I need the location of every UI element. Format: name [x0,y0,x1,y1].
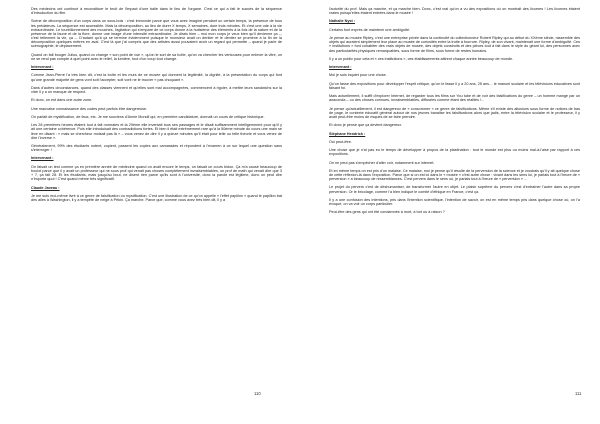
paragraph: Une chose que je n'ai pas eu le temps de développer à propos de la plastination : tout le monde est plus ou moins mal-à-l'aise par rapport à ces expositions. [329,148,580,157]
speaker-heading: Intervenant : [31,156,54,161]
paragraph: Qu'on fasse des expositions pour développer l'esprit critique, qu'on le fasse il y a 20 ans, 25 ans… le manuel scolaire et les télévisions éducatives sont faisant foi. [329,81,580,90]
paragraph: On parlait de mystification, de faux, etc. Je me souviens d'Annie Mondil qui, en première candidature, donnait un cours de critique historique. [31,114,265,119]
speaker-heading: Nathalie Nyst : [329,19,356,24]
paragraph: Les 28 premières heures étaient tout à fait normales et la 29ème elle inventait tous ses passages et le disait suffisamment intelligemment pour qu'il y ait une certaine cohérence. Puis elle introduisait des contradictions fortes. Et bien il était extrêmement rare qu'à la 50ème minute du cours une main se lève en disant : « mais se chercheur moisait pas là » – vous venez de dire il y a quinze minutes qu'il était pour telle ou telle théorie et vous venez de dire l'inverse ». [31,123,282,140]
paragraph: Quand on fait bouger Julius, quand on change « son point de vue », qu'on le sort de sa boîte, qu'on va chercher les ventouses pour enlever la vitre, on ne se rend pas compte à quel point avec le relief, la lumière, tout d'un coup tout change. [31,52,282,61]
paragraph: Et en même temps on est pris d'un malaise. Ce malaise, moi je pense qu'il résulte de la perversion de la science et je voudrais qu'il y ait quelque chose de cette réflexion-là dans l'exposition. Parce que si on est ici dans le « musée » c'est autre chose : vivant dans les sens lui, je parlais tout à l'heure de « perversion » a beaucoup de ressemblances. C'est pervers dans le sens où, je parlais tout à l'heure de « perversion » … [329,168,580,182]
left-page-number: 110 [254,391,261,396]
left-page-text [31,7,282,202]
paragraph: l'autorité du prof. Mais ça marche, et ça marche bien. Donc, c'est vrai qu'on a vu des expositions où on montrait des licornes ! Les licornes étaient vraies puisqu'elles étaient entrées dans le musée ! [329,7,580,16]
paragraph: Le projet du pervers c'est de déshumaniser, de transformer l'autre en objet. Le plaisir suprême du pervers c'est d'entraîner l'autre dans sa propre perversion. Or le bricolage, comme l'a bien indiqué le comité d'éthique en France, c'est ça. [329,185,580,194]
paragraph: Je pense au musée Ripley, c'est une entreprise privée dans la continuité du collectionneur Robert Ripley qui au début du XXème siècle, rassemble des objets qui auraient simplement leur place au musée de curiosités entre la truite à fourrure. Ripley, de son vivant, maintenait une forme d'ambiguïté. Ces « institutions » font cohabiter des vrais objets de musée, des objets construits et des pièces tout à fait dans le style du géant loi, des personnes avec des particularités physiques remarquables, sous forme de films, sous forme de restes humains. [329,36,580,53]
speaker-heading: Claude Javeau : [31,185,60,190]
paragraph: Oui peut-être. [329,139,352,144]
paragraph: Je pense qu'actuellement, il est dangereux de « consommer » ce genre de falsifications. Même s'il existe des allusions sous forme de notices de bas de page, le contexte éducatif général autour de nos jeunes banalise les falsifications alors que jadis, entre la télévision scolaire et le professeur, il y avait peut-être moins de risques de se faire prendre. [329,106,580,119]
right-page-number: 111 [575,391,582,396]
paragraph: Mais actuellement, il suffit d'explorer Internet, de regarder tous les films sur You tube et de voir des falsifications du genre – un homme mange par un anaconda – ou des choses connues, invraisemblables, diffusées comme étant des réalités !... [329,94,580,103]
speaker-heading: Intervenant : [329,65,352,70]
paragraph: Une mauvaise connaissance des codes peut parfois être dangereuse. [31,106,148,111]
paragraph: Et donc, on est dans une autre zone. [31,98,93,103]
paragraph: On faisait un test comme ça en première année de médecine quand on avait encore le temps, on faisait un cours bidon. Ça m'a causé beaucoup de boulot parce que il y avait un professeur qui ne sous prof qui venait pas choses complètement invraisemblables, un prof de math qui venait dire que 3 + 7, ça fait 28. Et les étudiants, mais jusqu'au bout, ne disent rien parce qu'ils sont à l'université, donc la parole est légitime, donc on peut dire n'importe quoi ! C'est quand même très significatif. [31,164,282,182]
paragraph: Comme Jean-Pierre l'a très bien dit, c'est la boîte et les murs de ce musée qui donnent la légitimité, la dignité, à la présentation du corps qui font qu'une grande majorité de gens vont soit l'accepter, soit vont ne le trouver « pas choquant ». [31,73,282,82]
paragraph: Et donc je pense que ça devient dangereux. [329,123,403,128]
paragraph: Dans d'autres circonstances, quand des classes viennent et qu'elles sont mal accompagnées, commencent à rigoler, à mettre leurs sandwichs sur la vitre il y a un manque de respect. [31,85,282,95]
paragraph: Peut-être des gens qui ont été condamnés à mort, à tort ou à raison ? [329,210,445,215]
paragraph: Certains font exprès de maintenir une ambiguïté. [329,27,411,32]
right-page [300,0,600,424]
paragraph: Scène de décomposition d'un corps dans un sous-bois : c'est immonde parce que vous avez imaginé pendant un certain temps, la présence de tous les prédateurs. La séquence est accessible. Mais la décomposition, au lieu de durer X temps, X semaines, dure trois minutes. Et c'est une ode à la vie extraordinaire. Le tourbillonnement des mouches, l'agitation qui s'empare de ce corps donne à la hutisième des éléments à la fois de la nature et de la présence de la faune et de la flore, donne une image d'une intensité extraordinaire. Je dirais bien – moi mon corps je veux bien qu'il devienne ça –, c'est tellement la vie, ça –. D'autant qu'à ça se termine évidemment puisque le monsieur avait un dentier et le dentier se promène à la fin de la décomposition quelques mètres en aval. C'est là que j'ai compris que des artistes aussi pouvaient avoir un regard qui permette – quand je parle de scénographie, le déplacement. [31,19,282,49]
paragraph: Je me suis moi-même livré à ce genre de falsification ou mystification. C'est une illustration de ce qu'on appelle « l'effet papillon » quand le papillon bat des ailes à Washington, il y a tempête de neige à Pékin. Ça marche. Parce que, comme vous avez très bien dit, il y a [31,193,282,202]
paragraph: Il y a un public pour cela et « ces institutions », ces établissements attirent chaque année beaucoup de monde. [329,56,514,61]
paragraph: Des médecins ont continué à reconstituer le bruit de l'impact d'une balle dans le lieu de l'organe. C'est ce qui a fait le succès de la séquence d'introduction du film. [31,7,282,16]
right-page-text [329,7,580,215]
paragraph: Il y a une confusion des intentions, pris dans l'intention scientifique, l'intention de savoir, on est en même temps pris dans quelque chose où, on l'a évoqué, on va voir un corps particulier. [329,197,580,207]
speaker-heading: Stéphane Hendrick : [329,131,366,136]
paragraph: Moi je suis inquiet pour une chose. [329,73,387,78]
paragraph: On ne peut pas s'empêcher d'aller voir, notamment sur internet. [329,160,435,165]
speaker-heading: Intervenant : [31,65,54,70]
paragraph: Généralement, 99% des étudiants notent, copient, passent les copies aux camarades et répondent à l'examen à ce sur lequel une question sans s'interroger ! [31,144,282,153]
